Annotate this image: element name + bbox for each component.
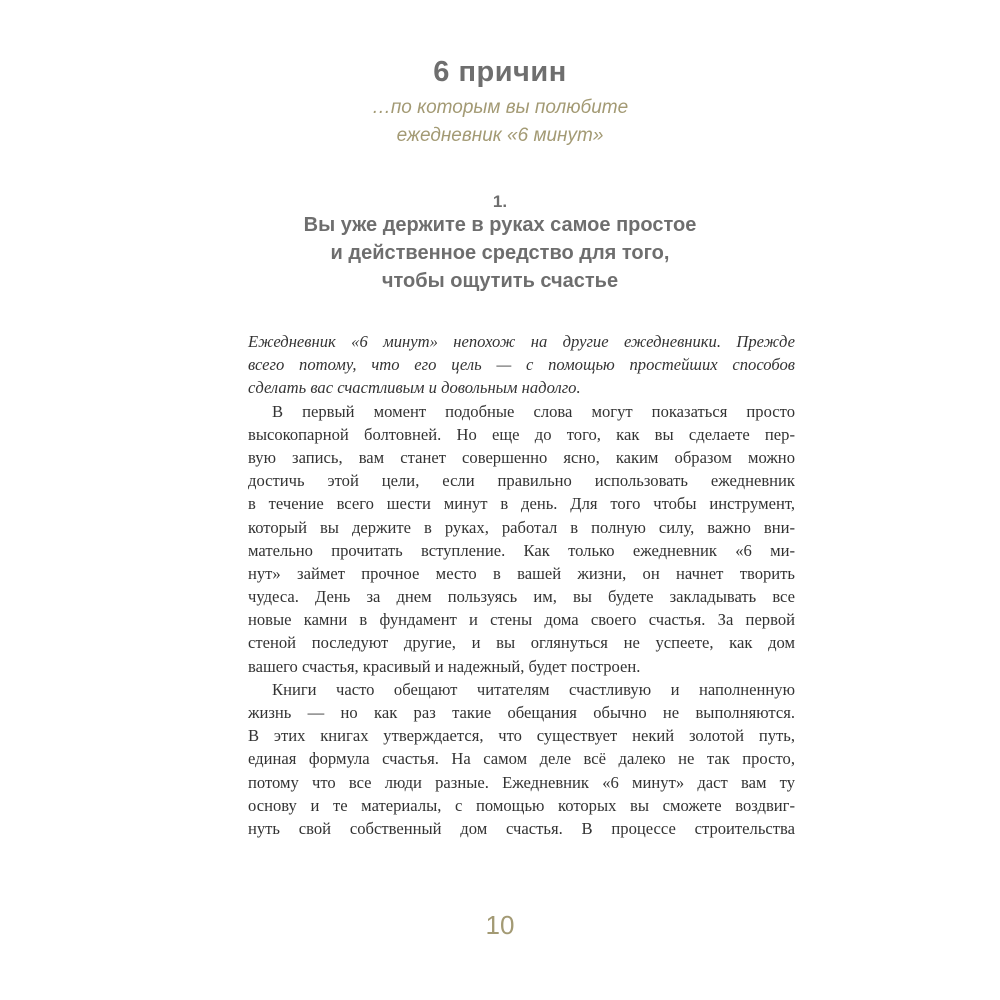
text-line: достичь этой цели, если правильно использовать ежедневник	[248, 471, 795, 491]
section-number: 1.	[492, 192, 508, 211]
paragraph-2	[248, 678, 795, 840]
text-line: Книги часто обещают читателям счастливую и наполненную	[272, 679, 795, 699]
text-line: новые камни в фундамент и стены дома своего счастья. За первой	[248, 610, 795, 630]
text-line: стеной последуют другие, и вы оглянуться не успеете, как дом	[248, 633, 795, 653]
section-heading	[0, 211, 1000, 295]
section-heading-line: и действенное средство для того,	[330, 242, 670, 264]
text-line: В первый момент подобные слова могут показаться просто	[272, 401, 795, 421]
paragraph-1	[248, 400, 795, 678]
page-subtitle	[0, 94, 1000, 150]
text-line: В этих книгах утверждается, что существует некий золотой путь,	[248, 726, 795, 746]
text-line: нуть свой собственный дом счастья. В процессе строительства	[248, 818, 795, 838]
text-line: высокопарной болтовней. Но еще до того, как вы сделаете пер-	[248, 424, 795, 444]
text-line: который вы держите в руках, работал в полную силу, важно вни-	[248, 517, 795, 537]
text-line: Ежедневник «6 минут» непохож на другие ежедневники. Прежде	[248, 332, 795, 351]
text-line: чудеса. День за днем пользуясь им, вы будете закладывать все	[248, 587, 795, 607]
section-heading-line: чтобы ощутить счастье	[381, 270, 619, 292]
body-text	[248, 330, 795, 840]
page-title: 6 причин	[433, 56, 567, 88]
intro-paragraph	[248, 330, 795, 400]
subtitle-line: ежедневник «6 минут»	[396, 125, 604, 146]
text-line: нут» займет прочное место в вашей жизни, он начнет творить	[248, 563, 795, 583]
text-line: всего потому, что его цель — с помощью простейших способов	[248, 355, 795, 375]
text-line: вашего счастья, красивый и надежный, будет построен.	[248, 656, 641, 676]
subtitle-line: …по которым вы полюбите	[371, 97, 629, 118]
section-heading-line: Вы уже держите в руках самое простое	[303, 214, 697, 236]
text-line: мательно прочитать вступление. Как только ежедневник «6 ми-	[248, 540, 795, 560]
page-number: 10	[485, 910, 515, 940]
text-line: потому что все люди разные. Ежедневник «6 минут» даст вам ту	[248, 772, 795, 792]
text-line: в течение всего шести минут в день. Для того чтобы инструмент,	[248, 494, 795, 514]
text-line: единая формула счастья. На самом деле всё далеко не так просто,	[248, 749, 795, 769]
text-line: жизнь — но как раз такие обещания обычно не выполняются.	[248, 703, 795, 722]
text-line: сделать вас счастливым и довольным надолго.	[248, 378, 581, 398]
text-line: вую запись, вам станет совершенно ясно, каким образом можно	[248, 447, 795, 467]
text-line: основу и те материалы, с помощью которых вы сможете воздвиг-	[248, 795, 795, 815]
